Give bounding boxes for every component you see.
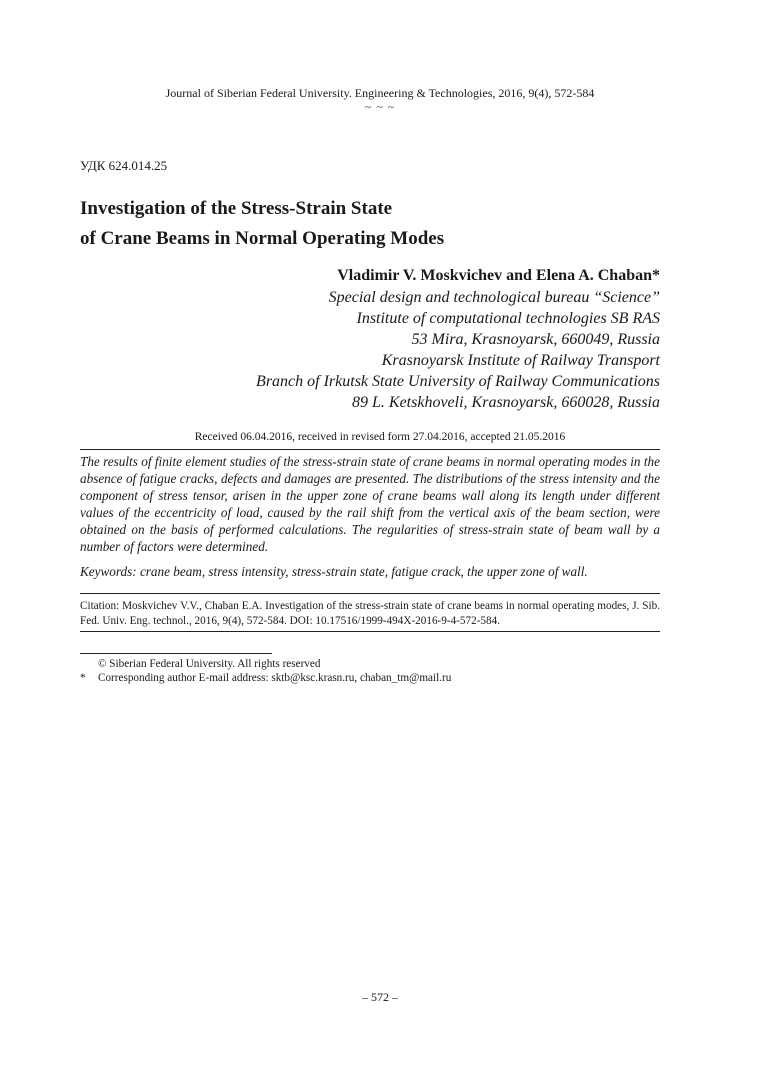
divider-citation-top — [80, 593, 660, 594]
divider-top — [80, 449, 660, 450]
affiliation-line: Branch of Irkutsk State University of Railway Communications — [256, 373, 660, 390]
title-line-1: Investigation of the Stress-Strain State — [80, 198, 393, 219]
citation: Citation: Moskvichev V.V., Chaban E.A. Investigation of the stress-strain state of crane beams in normal operating modes, J. Sib. Fed. Univ. Eng. technol., 2016, 9(4), 572-584. DOI: 10.17516/1999-494X-2016-9-4-572-584. — [80, 600, 660, 627]
page-number: – 572 – — [362, 990, 398, 1004]
copyright-text: © Siberian Federal University. All rights reserved — [98, 658, 321, 670]
corresponding-text: Corresponding author E-mail address: sktb@ksc.krasn.ru, chaban_tm@mail.ru — [98, 672, 452, 684]
journal-header: Journal of Siberian Federal University. Engineering & Technologies, 2016, 9(4), 572-584 — [165, 86, 595, 100]
affiliation-line: Special design and technological bureau “Science” — [328, 289, 660, 306]
footnote-copyright — [80, 657, 660, 671]
footnote-asterisk: * — [80, 672, 86, 684]
affiliation-line: 89 L. Ketskhoveli, Krasnoyarsk, 660028, Russia — [352, 394, 660, 411]
divider-citation-bottom — [80, 631, 660, 632]
affiliation-line: Krasnoyarsk Institute of Railway Transport — [381, 352, 660, 369]
received-dates: Received 06.04.2016, received in revised form 27.04.2016, accepted 21.05.2016 — [194, 431, 566, 443]
keywords: Keywords: crane beam, stress intensity, stress-strain state, fatigue crack, the upper zone of wall. — [80, 564, 588, 579]
affiliation-line: Institute of computational technologies SB RAS — [356, 310, 660, 327]
header-ornament: ~ ~ ~ — [364, 100, 396, 114]
paper-title — [80, 194, 444, 254]
authors: Vladimir V. Moskvichev and Elena A. Chaban* — [337, 267, 660, 284]
affiliations — [256, 287, 660, 413]
title-line-2: of Crane Beams in Normal Operating Modes — [80, 228, 445, 249]
abstract: The results of finite element studies of the stress-strain state of crane beams in normal operating modes in the absence of fatigue cracks, defects and damages are presented. The distributions of the stress intensity and the component of stress tensor, arisen in the upper zone of crane beams wall along its length under different values of the eccentricity of load, caused by the rail shift from the vertical axis of the beam section, were obtained on the basis of performed calculations. The regularities of stress-strain state of beam wall by a number of factors were determined. — [80, 454, 660, 554]
footnote-divider — [80, 653, 272, 654]
udc-code: УДК 624.014.25 — [80, 158, 168, 173]
affiliation-line: 53 Mira, Krasnoyarsk, 660049, Russia — [411, 331, 660, 348]
footnote-corresponding — [80, 671, 660, 685]
